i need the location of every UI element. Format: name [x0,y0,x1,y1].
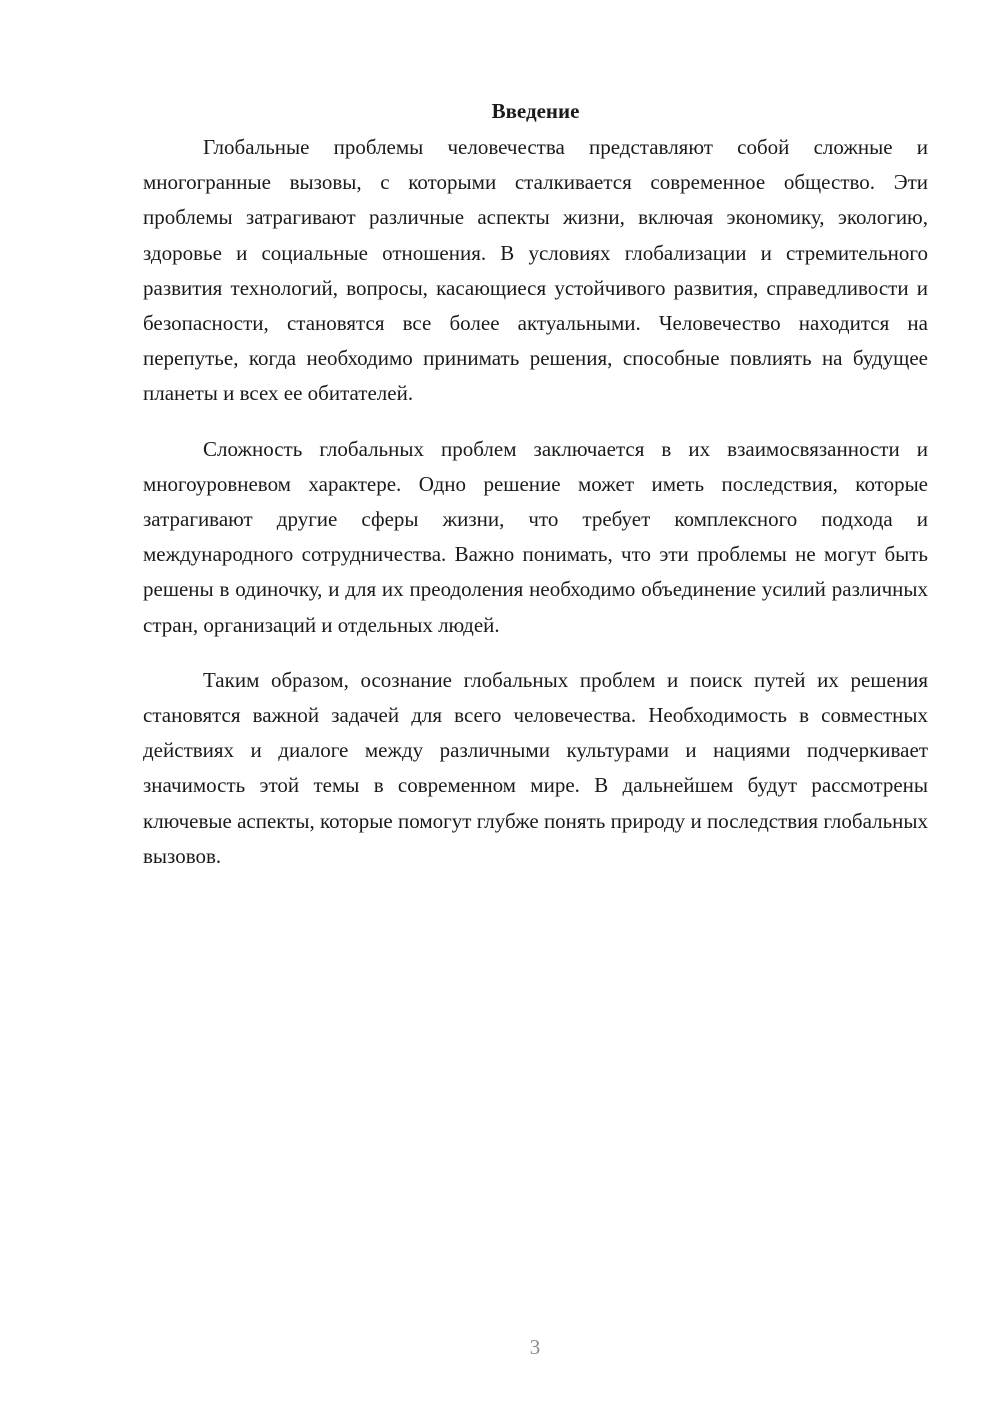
section-title: Введение [491,99,580,123]
paragraph-1: Глобальные проблемы человечества представляют собой сложные и многогранные вызовы, с которыми сталкивается современное общество. Эти проблемы затрагивают различные аспекты жизни, включая экономику, экологию, здоровье и социальные отношения. В условиях глобализации и стремительного развития технологий, вопросы, касающиеся устойчивого развития, справедливости и безопасности, становятся все более актуальными. Человечество находится на перепутье, когда необходимо принимать решения, способные повлиять на будущее планеты и всех ее обитателей. [143,135,928,406]
paragraph-3: Таким образом, осознание глобальных проблем и поиск путей их решения становятся важной задачей для всего человечества. Необходимость в совместных действиях и диалоге между различными культурами и нациями подчеркивает значимость этой темы в современном мире. В дальнейшем будут рассмотрены ключевые аспекты, которые помогут глубже понять природу и последствия глобальных вызовов. [143,667,928,868]
page-number: 3 [529,1335,541,1359]
paragraph-2: Сложность глобальных проблем заключается в их взаимосвязанности и многоуровневом характере. Одно решение может иметь последствия, которые затрагивают другие сферы жизни, что требует комплексного подхода и международного сотрудничества. Важно понимать, что эти проблемы не могут быть решены в одиночку, и для их преодоления необходимо объединение усилий различных стран, организаций и отдельных людей. [143,436,928,637]
page-content [143,96,928,874]
